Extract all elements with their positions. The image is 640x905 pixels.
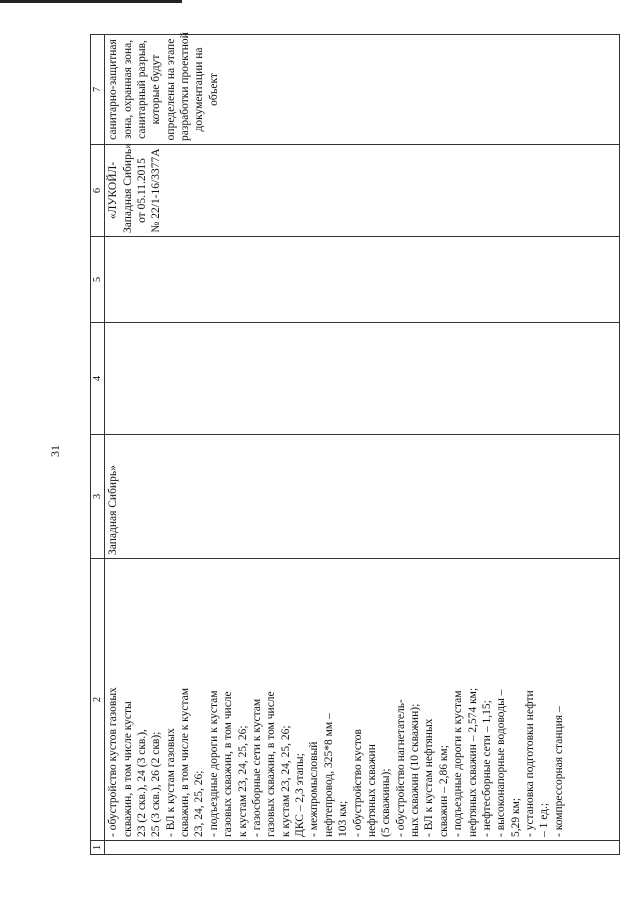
object-line: - установка подготовки нефти (524, 690, 536, 837)
object-line: - обустройство кустов газовых (107, 687, 120, 837)
cell-col1 (105, 841, 620, 855)
cell-col6-document-ref (105, 145, 620, 237)
column-header-7: 7 (91, 35, 105, 145)
header-row (91, 35, 105, 855)
object-line: 23, 24, 25, 26; (193, 770, 206, 837)
cell-col3-region: Западная Сибирь» (105, 435, 620, 559)
zones-line: санитарно-защитная (107, 39, 120, 140)
table-row (105, 35, 620, 855)
object-line: - обустройство нагнетатель- (394, 699, 407, 837)
object-line: (5 скважины); (380, 768, 393, 837)
cell-col5 (105, 237, 620, 323)
object-line: скважин, в том числе к кустам (179, 688, 191, 837)
object-line: - высоконапорные водоводы – (495, 689, 508, 837)
object-line: - газосборные сети к кустам (250, 698, 263, 837)
object-line: - обустройство кустов (351, 729, 364, 837)
column-header-6: 6 (91, 145, 105, 237)
object-line: скважин – 2,86 км; (437, 745, 450, 837)
zones-line: зона, охранная зона, (121, 39, 134, 140)
zones-line: разработки проектной (179, 32, 191, 141)
column-header-5: 5 (91, 237, 105, 323)
zones-line: которые будут (150, 54, 163, 125)
cell-col2-object-list (105, 559, 620, 841)
object-line: ных скважин (10 скважин); (409, 703, 421, 837)
zones-line: санитарный разрыв, (135, 40, 148, 139)
object-line: - подъездные дороги к кустам (207, 690, 220, 837)
object-line: - подъездные дороги к кустам (452, 690, 465, 837)
zones-line: документации на (193, 47, 206, 132)
object-line: 103 км; (337, 800, 350, 837)
document-ref-line: «ЛУКОЙЛ- (107, 161, 120, 220)
object-line: скважин, в том числе кусты (121, 701, 134, 837)
cell-col7-zones (105, 32, 620, 145)
data-table (90, 34, 620, 855)
column-header-1: 1 (91, 841, 105, 855)
column-header-4: 4 (91, 323, 105, 435)
object-line: - ВЛ к кустам нефтяных (423, 718, 436, 837)
zones-line: объект (207, 73, 220, 106)
zones-line: определены на этапе (164, 38, 177, 141)
column-header-3: 3 (91, 435, 105, 559)
object-line: газовых скважин, в том числе (265, 691, 278, 837)
object-line: - нефтесборные сети – 1,15; (480, 700, 493, 837)
top-rule (0, 0, 182, 3)
object-line: ДКС – 2,3 этапы; (294, 753, 306, 837)
object-line: 25 (3 скв.), 26 (2 скв); (150, 731, 163, 837)
document-ref-line: от 05.11.2015 (135, 158, 148, 223)
page-number: 31 (48, 445, 62, 457)
rotated-table-wrapper (90, 32, 620, 855)
object-line: - ВЛ к кустам газовых (164, 728, 177, 837)
object-line: газовых скважин, в том числе (222, 691, 235, 837)
object-line: - компрессорная станция – (552, 706, 565, 837)
object-line: – 1 ед.; (538, 802, 551, 837)
object-line: к кустам 23, 24, 25, 26; (279, 725, 292, 837)
cell-col4 (105, 323, 620, 435)
object-line: нефтяных скважин (365, 744, 378, 837)
object-line: к кустам 23, 24, 25, 26; (236, 725, 249, 837)
object-line: - межпромысловый (308, 741, 321, 837)
object-line: нефтепровод, 325*8 мм – (322, 713, 335, 837)
object-line: 5,29 км; (509, 797, 522, 837)
object-line: 23 (2 скв.), 24 (3 скв.), (135, 729, 148, 837)
object-line: нефтяных скважин – 2,574 км; (466, 687, 479, 837)
document-ref-line: Западная Сибирь» (121, 143, 134, 233)
document-ref-line: № 22/1-16/3377А (150, 148, 163, 233)
column-header-2: 2 (91, 559, 105, 841)
